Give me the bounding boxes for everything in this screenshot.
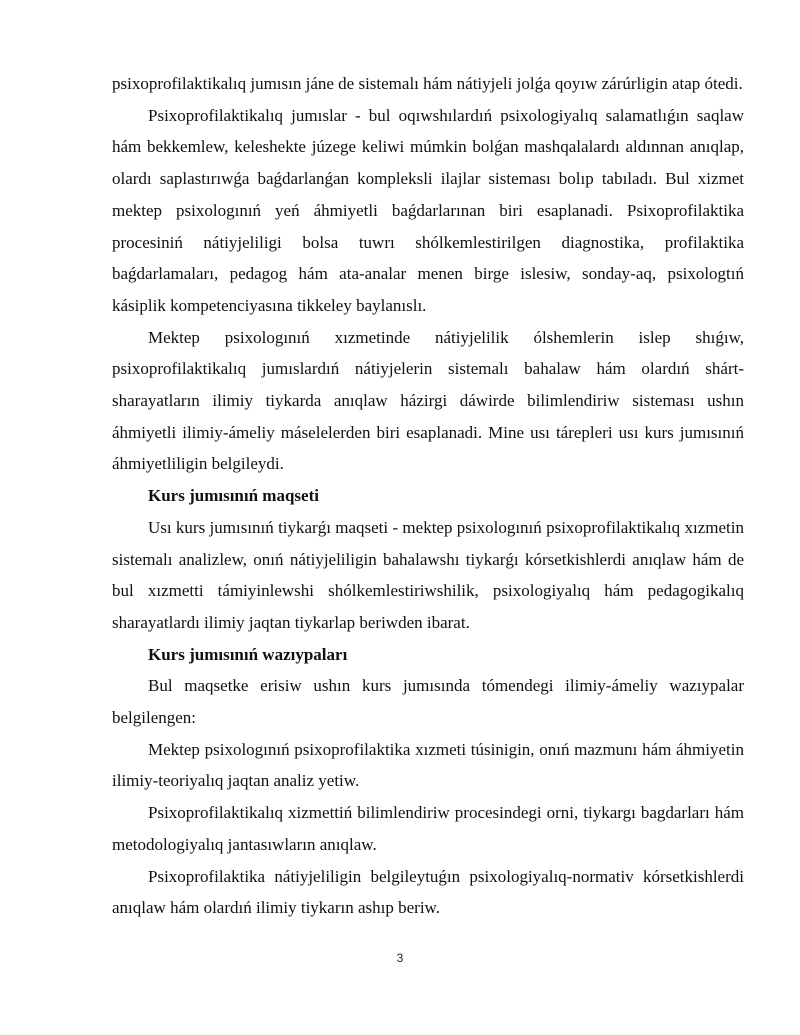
page-number: 3 bbox=[396, 951, 404, 965]
heading-goal: Kurs jumısınıń maqseti bbox=[148, 486, 319, 506]
paragraph-continuation: psixoprofilaktikalıq jumısın jáne de sistemalı hám nátiyjeli jolǵa qoyıw zárúrligin atap ótedi. bbox=[112, 74, 743, 93]
paragraph-definition: Psixoprofilaktikalıq jumıslar - bul oqıwshılardıń psixologiyalıq salamatlıǵın saqlaw hám bekkemlew, keleshekte júzege keliwi múmkin bolǵan mashqalalardı aldınnan anıqlap, olardı saplastırıwǵa baǵdarlanǵan kompleksli ilajlar sisteması bolıp tabıladı. Bul xizmet mektep psixologınıń yeń áhmiyetli baǵdarlarınan biri esaplanadi. Psixoprofilaktika procesiniń nátiyjeliligi bolsa tuwrı shólkemlestirilgen diagnostika, profilaktika baǵdarlamaları, pedagog hám ata-analar menen birge islesiw, sonday-aq, psixologtıń kásiplik kompetenciyasına tikkeley baylanıslı. bbox=[112, 105, 744, 315]
document-page bbox=[112, 68, 744, 924]
heading-tasks: Kurs jumısınıń wazıypaları bbox=[148, 644, 348, 664]
paragraph-relevance: Mektep psixologınıń xızmetinde nátiyjelilik ólshemlerin islep shıǵıw, psixoprofilaktikalıq jumıslardıń nátiyjelerin sistemalı bahalaw hám olardıń shárt-sharayatların ilimiy tiykarda anıqlaw házirgi dáwirde bilimlendiriw sisteması ushın áhmiyetli ilimiy-ámeliy máselelerden biri esaplanadi. Mine usı tárepleri usı kurs jumısınıń áhmiyetliligin belgileydi. bbox=[112, 327, 744, 474]
task-item-1: Mektep psixologınıń psixoprofilaktika xızmeti túsinigin, onıń mazmunı hám áhmiyetin ilimiy-teoriyalıq jaqtan analiz yetiw. bbox=[112, 739, 744, 791]
paragraph-tasks-intro: Bul maqsetke erisiw ushın kurs jumısında tómendegi ilimiy-ámeliy wazıypalar belgilengen: bbox=[112, 676, 744, 728]
paragraph-goal: Usı kurs jumısınıń tiykarǵı maqseti - mektep psixologınıń psixoprofilaktikalıq xızmetin sistemalı analizlew, onıń nátiyjeliligin bahalawshı tiykarǵı kórsetkishlerdi anıqlaw hám de bul xızmetti támiyinlewshi shólkemlestiriwshilik, psixologiyalıq hám pedagogikalıq sharayatlardı ilimiy jaqtan tiykarlap beriwden ibarat. bbox=[112, 517, 744, 632]
task-item-2: Psixoprofilaktikalıq xizmettiń bilimlendiriw procesindegi orni, tiykargı bagdarları hám metodologiyalıq jantasıwların anıqlaw. bbox=[112, 803, 744, 854]
task-item-3: Psixoprofilaktika nátiyjeliligin belgileytuǵın psixologiyalıq-normativ kórsetkishlerdi anıqlaw hám olardıń ilimiy tiykarın ashıp beriw. bbox=[112, 866, 744, 918]
